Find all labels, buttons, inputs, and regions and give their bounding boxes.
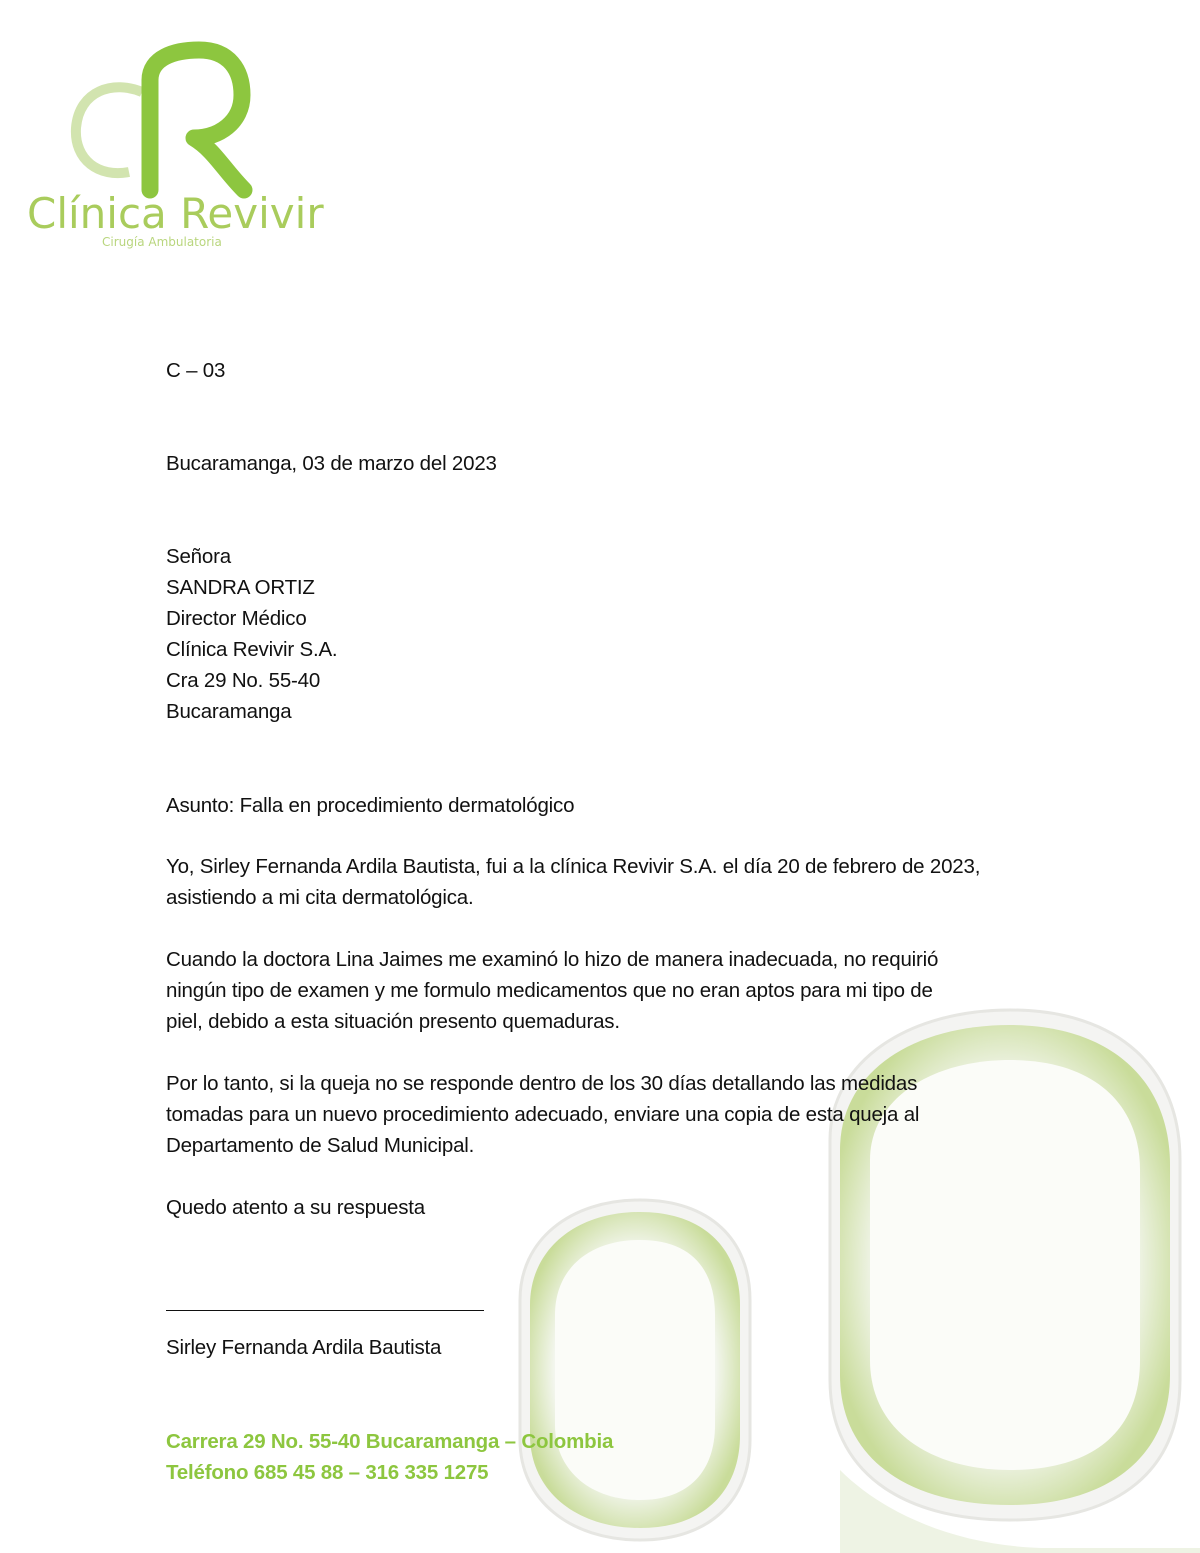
recipient-salutation: Señora xyxy=(166,545,231,568)
paragraph-line: Departamento de Salud Municipal. xyxy=(166,1134,475,1157)
paragraph-line: ningún tipo de examen y me formulo medicamentos que no eran aptos para mi tipo de xyxy=(166,979,933,1002)
signature-line xyxy=(166,1310,484,1311)
recipient-company: Clínica Revivir S.A. xyxy=(166,638,338,661)
paragraph-line: asistiendo a mi cita dermatológica. xyxy=(166,886,474,909)
paragraph-line: Yo, Sirley Fernanda Ardila Bautista, fui a la clínica Revivir S.A. el día 20 de febrero de 2023, xyxy=(166,855,981,878)
paragraph-line: Cuando la doctora Lina Jaimes me examinó lo hizo de manera inadecuada, no requirió xyxy=(166,948,939,971)
paragraph-2 xyxy=(166,944,938,1037)
recipient-address: Cra 29 No. 55-40 xyxy=(166,669,321,692)
paragraph-line: Por lo tanto, si la queja no se responde dentro de los 30 días detallando las medidas xyxy=(166,1072,918,1095)
paragraph-1 xyxy=(166,851,980,913)
footer xyxy=(166,1426,613,1488)
footer-phone: Teléfono 685 45 88 – 316 335 1275 xyxy=(166,1461,489,1484)
paragraph-line: tomadas para un nuevo procedimiento adecuado, enviare una copia de esta queja al xyxy=(166,1103,920,1126)
recipient-city: Bucaramanga xyxy=(166,700,292,723)
clinic-logo xyxy=(24,40,324,260)
letter-code: C – 03 xyxy=(166,359,226,382)
paragraph-3 xyxy=(166,1068,919,1161)
signature-name: Sirley Fernanda Ardila Bautista xyxy=(166,1336,442,1359)
recipient-name: SANDRA ORTIZ xyxy=(166,576,315,599)
letter-closing: Quedo atento a su respuesta xyxy=(166,1196,426,1219)
logo-tagline: Cirugía Ambulatoria xyxy=(102,235,222,249)
logo-name: Clínica Revivir xyxy=(27,189,324,238)
letter-subject: Asunto: Falla en procedimiento dermatológico xyxy=(166,794,575,817)
paragraph-line: piel, debido a esta situación presento quemaduras. xyxy=(166,1010,620,1033)
footer-address: Carrera 29 No. 55-40 Bucaramanga – Colombia xyxy=(166,1430,614,1453)
recipient-block xyxy=(166,541,337,727)
letter-date: Bucaramanga, 03 de marzo del 2023 xyxy=(166,452,497,475)
recipient-title: Director Médico xyxy=(166,607,307,630)
